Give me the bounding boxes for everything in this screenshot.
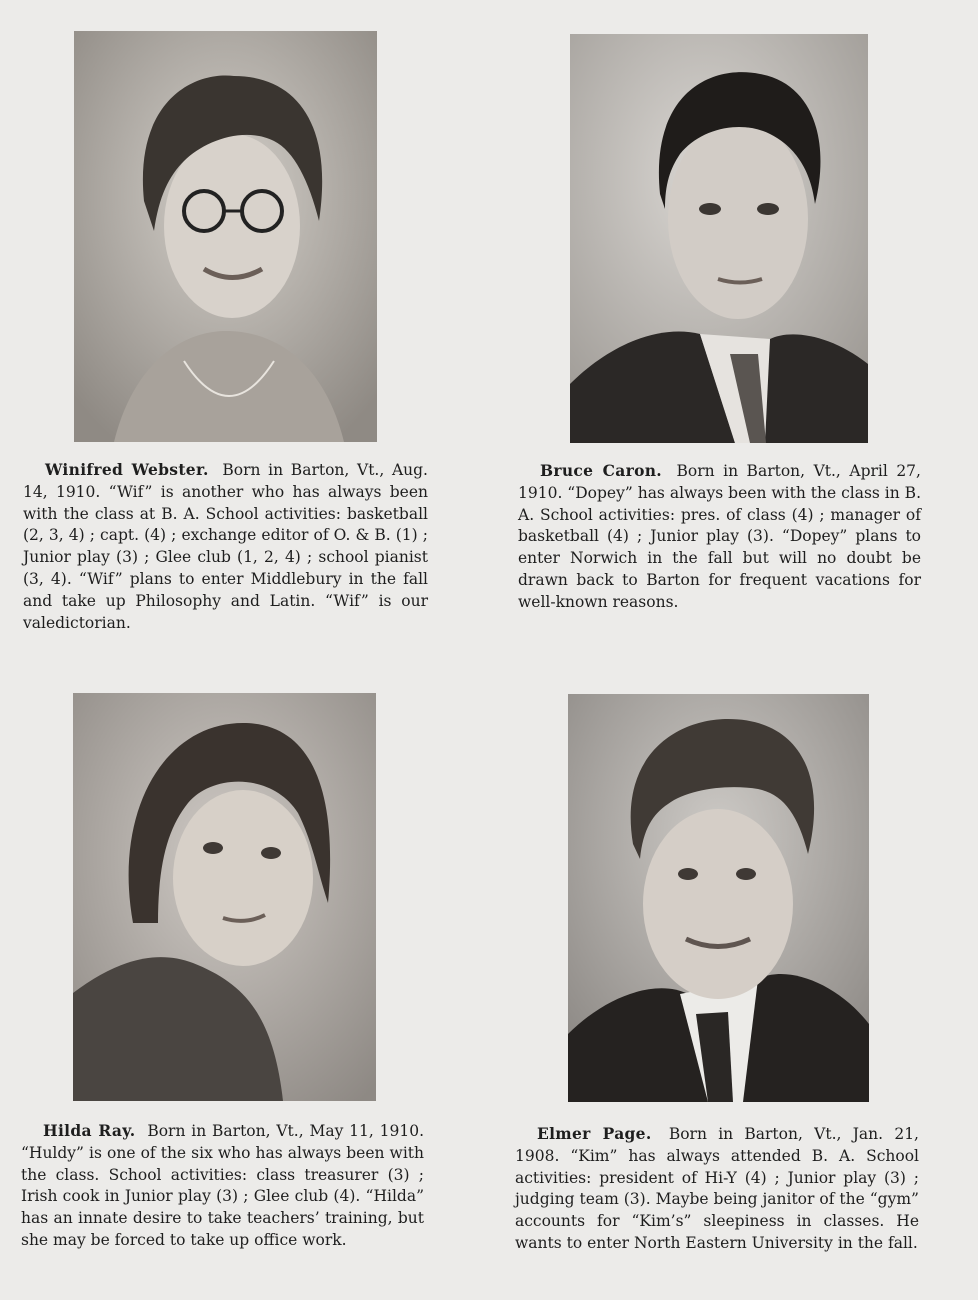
bio-text-elmer-page: Born in Barton, Vt., Jan. 21, 1908. “Kim” has always attended B. A. School activities: president of Hi-Y (4) ; Junior play (3) ; judging team (3). Maybe being janitor of the “gym” accounts for “Kim’s” sleepiness in classes. He wants to enter North Eastern University in the fall. <box>515 1125 919 1252</box>
bio-text-winifred-webster: Born in Barton, Vt., Aug. 14, 1910. “Wif” is another who has always been with the class at B. A. School activities: basketball (2, 3, 4) ; capt. (4) ; exchange editor of O. & B. (1) ; Junior play (3) ; Glee club (1, 2, 4) ; school pianist (3, 4). “Wif” plans to enter Middlebury in the fall and take up Philosophy and Latin. “Wif” is our valedictorian. <box>23 461 428 632</box>
portrait-winifred-webster <box>74 31 377 442</box>
name-elmer-page: Elmer Page. <box>537 1124 652 1143</box>
bio-winifred-webster <box>23 459 428 634</box>
name-bruce-caron: Bruce Caron. <box>540 461 662 480</box>
portrait-hilda-ray <box>73 693 376 1101</box>
portrait-elmer-page <box>568 694 869 1102</box>
bio-text-hilda-ray: Born in Barton, Vt., May 11, 1910. “Huldy” is one of the six who has always been with the class. School activities: class treasurer (3) ; Irish cook in Junior play (3) ; Glee club (4). “Hilda” has an innate desire to take teachers’ training, but she may be forced to take up office work. <box>21 1122 424 1249</box>
bio-hilda-ray <box>21 1120 424 1252</box>
bio-bruce-caron <box>518 460 921 614</box>
bio-text-bruce-caron: Born in Barton, Vt., April 27, 1910. “Dopey” has always been with the class in B. A. School activities: pres. of class (4) ; manager of basketball (4) ; Junior play (3). “Dopey” plans to enter Norwich in the fall but will no doubt be drawn back to Barton for frequent vacations for well-known reasons. <box>518 462 921 611</box>
portrait-bruce-caron <box>570 34 868 443</box>
name-hilda-ray: Hilda Ray. <box>43 1121 136 1140</box>
name-winifred-webster: Winifred Webster. <box>45 460 209 479</box>
bio-elmer-page <box>515 1123 919 1255</box>
